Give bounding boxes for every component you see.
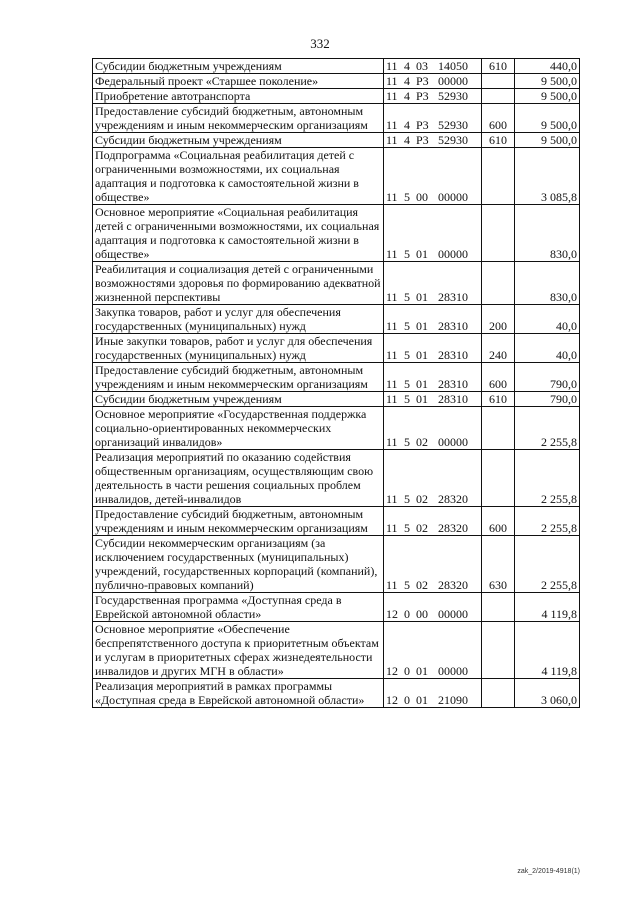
expense-type-cell: 630 <box>482 536 515 593</box>
code-part-c2: 0 <box>404 664 410 678</box>
amount-cell: 9 500,0 <box>515 133 580 148</box>
code-part-c3: P3 <box>416 133 429 147</box>
amount-cell: 830,0 <box>515 205 580 262</box>
item-name-cell: Основное мероприятие «Государственная поддержка социально-ориентированных некоммерческих организаций инвалидов» <box>93 407 384 450</box>
code-cell <box>384 262 482 305</box>
expense-type-cell: 600 <box>482 507 515 536</box>
code-cell <box>384 536 482 593</box>
expense-type-cell <box>482 407 515 450</box>
item-name-cell: Закупка товаров, работ и услуг для обеспечения государственных (муниципальных) нужд <box>93 305 384 334</box>
code-part-c2: 5 <box>404 377 410 391</box>
code-part-c4: 28320 <box>438 578 468 592</box>
table-row <box>93 59 580 74</box>
amount-cell: 830,0 <box>515 262 580 305</box>
code-part-c2: 4 <box>404 118 410 132</box>
code-part-c2: 5 <box>404 190 410 204</box>
expense-type-cell: 600 <box>482 363 515 392</box>
table-row <box>93 622 580 679</box>
expense-type-cell <box>482 74 515 89</box>
code-part-c4: 00000 <box>438 74 468 88</box>
expense-type-cell <box>482 622 515 679</box>
code-part-c4: 52930 <box>438 133 468 147</box>
table-row <box>93 148 580 205</box>
code-part-c2: 4 <box>404 89 410 103</box>
code-part-c1: 12 <box>386 607 398 621</box>
table-row <box>93 363 580 392</box>
table-row <box>93 536 580 593</box>
code-part-c2: 0 <box>404 693 410 707</box>
item-name-cell: Приобретение автотранспорта <box>93 89 384 104</box>
code-part-c2: 5 <box>404 319 410 333</box>
amount-cell: 4 119,8 <box>515 593 580 622</box>
code-part-c3: 01 <box>416 319 428 333</box>
table-row <box>93 593 580 622</box>
code-part-c4: 14050 <box>438 59 468 73</box>
budget-table <box>92 58 580 708</box>
code-part-c1: 11 <box>386 118 398 132</box>
code-part-c4: 28310 <box>438 319 468 333</box>
amount-cell: 3 060,0 <box>515 679 580 708</box>
item-name-cell: Государственная программа «Доступная среда в Еврейской автономной области» <box>93 593 384 622</box>
code-part-c4: 28310 <box>438 392 468 406</box>
table-row <box>93 334 580 363</box>
code-part-c4: 00000 <box>438 435 468 449</box>
expense-type-cell <box>482 450 515 507</box>
code-cell <box>384 104 482 133</box>
code-part-c1: 11 <box>386 392 398 406</box>
code-part-c4: 52930 <box>438 118 468 132</box>
code-cell <box>384 205 482 262</box>
table-row <box>93 392 580 407</box>
expense-type-cell: 610 <box>482 392 515 407</box>
code-part-c2: 4 <box>404 74 410 88</box>
code-cell <box>384 622 482 679</box>
table-row <box>93 407 580 450</box>
amount-cell: 440,0 <box>515 59 580 74</box>
item-name-cell: Предоставление субсидий бюджетным, автономным учреждениям и иным некоммерческим организациям <box>93 363 384 392</box>
item-name-cell: Реализация мероприятий по оказанию содействия общественным организациям, осуществляющим свою деятельность в части решения социальных проблем инвалидов, детей-инвалидов <box>93 450 384 507</box>
code-part-c1: 11 <box>386 290 398 304</box>
code-cell <box>384 593 482 622</box>
code-part-c2: 5 <box>404 435 410 449</box>
code-part-c1: 11 <box>386 247 398 261</box>
code-part-c2: 5 <box>404 290 410 304</box>
code-part-c1: 12 <box>386 664 398 678</box>
item-name-cell: Основное мероприятие «Обеспечение беспрепятственного доступа к приоритетным объектам и услугам в приоритетных сферах жизнедеятельности инвалидов и других МГН в области» <box>93 622 384 679</box>
code-cell <box>384 89 482 104</box>
expense-type-cell: 610 <box>482 133 515 148</box>
item-name-cell: Предоставление субсидий бюджетным, автономным учреждениям и иным некоммерческим организациям <box>93 507 384 536</box>
page-number: 332 <box>310 36 330 51</box>
item-name-cell: Реализация мероприятий в рамках программы «Доступная среда в Еврейской автономной области» <box>93 679 384 708</box>
code-part-c1: 11 <box>386 89 398 103</box>
code-part-c2: 0 <box>404 607 410 621</box>
code-cell <box>384 133 482 148</box>
code-part-c2: 5 <box>404 392 410 406</box>
code-part-c1: 11 <box>386 521 398 535</box>
code-part-c1: 11 <box>386 492 398 506</box>
code-part-c2: 4 <box>404 59 410 73</box>
code-cell <box>384 334 482 363</box>
code-part-c3: 02 <box>416 521 428 535</box>
code-cell <box>384 407 482 450</box>
code-part-c1: 11 <box>386 133 398 147</box>
amount-cell: 2 255,8 <box>515 507 580 536</box>
code-part-c4: 00000 <box>438 607 468 621</box>
code-part-c4: 28310 <box>438 348 468 362</box>
code-part-c3: 02 <box>416 578 428 592</box>
code-part-c4: 28320 <box>438 492 468 506</box>
amount-cell: 40,0 <box>515 305 580 334</box>
code-part-c3: P3 <box>416 118 429 132</box>
code-part-c3: 03 <box>416 59 428 73</box>
code-part-c3: 01 <box>416 377 428 391</box>
table-row <box>93 205 580 262</box>
table-row <box>93 450 580 507</box>
code-part-c4: 52930 <box>438 89 468 103</box>
table-row <box>93 74 580 89</box>
item-name-cell: Основное мероприятие «Социальная реабилитация детей с ограниченными возможностями, их социальная адаптация и подготовка к самостоятельной жизни в обществе» <box>93 205 384 262</box>
code-cell <box>384 363 482 392</box>
code-part-c3: 01 <box>416 664 428 678</box>
code-part-c1: 11 <box>386 190 398 204</box>
item-name-cell: Иные закупки товаров, работ и услуг для обеспечения государственных (муниципальных) нужд <box>93 334 384 363</box>
amount-cell: 2 255,8 <box>515 536 580 593</box>
document-code: zak_2/2019-4918(1) <box>517 868 580 875</box>
code-cell <box>384 74 482 89</box>
code-part-c3: 01 <box>416 290 428 304</box>
code-cell <box>384 59 482 74</box>
code-part-c2: 5 <box>404 492 410 506</box>
expense-type-cell <box>482 148 515 205</box>
amount-cell: 9 500,0 <box>515 74 580 89</box>
expense-type-cell <box>482 262 515 305</box>
code-part-c4: 00000 <box>438 664 468 678</box>
code-part-c3: 02 <box>416 492 428 506</box>
expense-type-cell: 610 <box>482 59 515 74</box>
table-row <box>93 679 580 708</box>
code-part-c3: 01 <box>416 247 428 261</box>
code-part-c1: 11 <box>386 74 398 88</box>
amount-cell: 4 119,8 <box>515 622 580 679</box>
expense-type-cell: 200 <box>482 305 515 334</box>
item-name-cell: Федеральный проект «Старшее поколение» <box>93 74 384 89</box>
item-name-cell: Субсидии некоммерческим организациям (за исключением государственных (муниципальных) учреждений, государственных корпораций (компаний), публично-правовых компаний) <box>93 536 384 593</box>
expense-type-cell <box>482 593 515 622</box>
expense-type-cell: 240 <box>482 334 515 363</box>
expense-type-cell <box>482 89 515 104</box>
code-cell <box>384 679 482 708</box>
amount-cell: 2 255,8 <box>515 450 580 507</box>
code-part-c4: 00000 <box>438 247 468 261</box>
item-name-cell: Реабилитация и социализация детей с ограниченными возможностями здоровья по формированию адекватной жизненной перспективы <box>93 262 384 305</box>
code-part-c3: 00 <box>416 190 428 204</box>
code-part-c4: 21090 <box>438 693 468 707</box>
table-row <box>93 507 580 536</box>
item-name-cell: Предоставление субсидий бюджетным, автономным учреждениям и иным некоммерческим организациям <box>93 104 384 133</box>
table-row <box>93 89 580 104</box>
code-part-c3: 00 <box>416 607 428 621</box>
item-name-cell: Подпрограмма «Социальная реабилитация детей с ограниченными возможностями, их социальная адаптация и подготовка к самостоятельной жизни в обществе» <box>93 148 384 205</box>
code-part-c2: 5 <box>404 247 410 261</box>
amount-cell: 9 500,0 <box>515 89 580 104</box>
code-part-c3: P3 <box>416 74 429 88</box>
code-part-c3: 01 <box>416 693 428 707</box>
item-name-cell: Субсидии бюджетным учреждениям <box>93 392 384 407</box>
code-cell <box>384 305 482 334</box>
code-cell <box>384 392 482 407</box>
expense-type-cell <box>482 679 515 708</box>
code-part-c4: 28310 <box>438 377 468 391</box>
code-cell <box>384 148 482 205</box>
code-cell <box>384 450 482 507</box>
code-part-c1: 11 <box>386 435 398 449</box>
code-part-c2: 5 <box>404 348 410 362</box>
code-part-c1: 11 <box>386 348 398 362</box>
table-row <box>93 305 580 334</box>
table-row <box>93 262 580 305</box>
code-part-c4: 28320 <box>438 521 468 535</box>
amount-cell: 40,0 <box>515 334 580 363</box>
code-part-c4: 00000 <box>438 190 468 204</box>
amount-cell: 2 255,8 <box>515 407 580 450</box>
code-part-c3: 01 <box>416 392 428 406</box>
code-part-c1: 12 <box>386 693 398 707</box>
expense-type-cell: 600 <box>482 104 515 133</box>
amount-cell: 790,0 <box>515 363 580 392</box>
code-part-c2: 5 <box>404 578 410 592</box>
code-part-c2: 4 <box>404 133 410 147</box>
amount-cell: 3 085,8 <box>515 148 580 205</box>
table-row <box>93 133 580 148</box>
code-part-c3: 01 <box>416 348 428 362</box>
amount-cell: 790,0 <box>515 392 580 407</box>
item-name-cell: Субсидии бюджетным учреждениям <box>93 59 384 74</box>
code-part-c3: 02 <box>416 435 428 449</box>
code-cell <box>384 507 482 536</box>
code-part-c1: 11 <box>386 578 398 592</box>
code-part-c3: P3 <box>416 89 429 103</box>
amount-cell: 9 500,0 <box>515 104 580 133</box>
expense-type-cell <box>482 205 515 262</box>
code-part-c1: 11 <box>386 59 398 73</box>
table-row <box>93 104 580 133</box>
code-part-c4: 28310 <box>438 290 468 304</box>
item-name-cell: Субсидии бюджетным учреждениям <box>93 133 384 148</box>
code-part-c1: 11 <box>386 377 398 391</box>
code-part-c2: 5 <box>404 521 410 535</box>
code-part-c1: 11 <box>386 319 398 333</box>
